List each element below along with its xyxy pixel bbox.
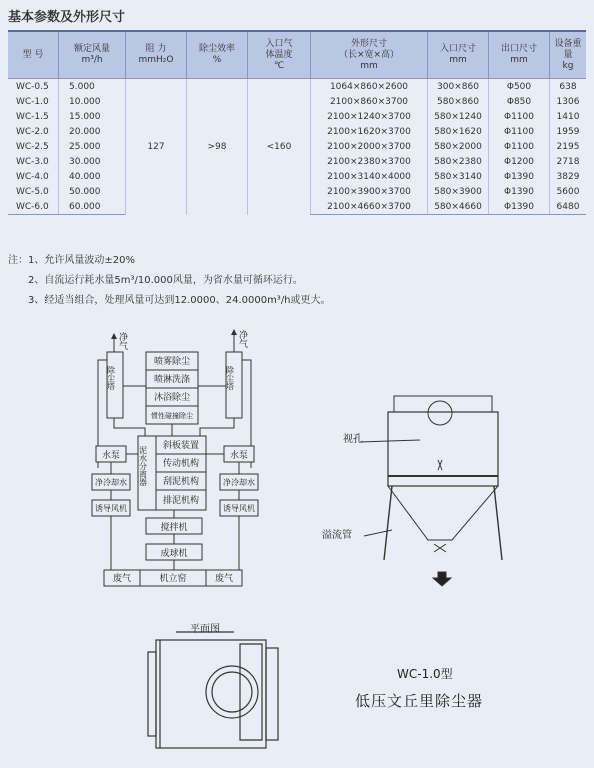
table-row: WC-6.0 60.000 2100×4660×3700 580×4660 Φ1390 6480	[8, 199, 586, 215]
table-row: WC-0.5 5.000 127 >98 <160 1064×860×2600 300×860 Φ500 638	[8, 79, 586, 95]
overflow-pipe-label: 溢流管	[322, 530, 352, 541]
diagrams	[0, 300, 594, 768]
bottom-row	[104, 570, 242, 586]
svg-text:成球机: 成球机	[160, 549, 188, 559]
svg-text:搅拌机: 搅拌机	[160, 523, 188, 533]
svg-text:传动机构: 传动机构	[162, 459, 200, 469]
svg-text:废气: 废气	[112, 574, 132, 584]
note-2: 2、自流运行耗水量5m³/10.000风量，为省水量可循环运行。	[28, 275, 303, 286]
svg-text:惯性碰撞除尘: 惯性碰撞除尘	[151, 412, 193, 420]
svg-text:泥水分离器: 泥水分离器	[138, 446, 148, 486]
svg-text:机立窑: 机立窑	[159, 574, 187, 584]
table-row: WC-5.0 50.000 2100×3900×3700 580×3900 Φ1390 5600	[8, 184, 586, 199]
table-row: WC-1.0 10.000 2100×860×3700 580×860 Φ850 1306	[8, 94, 586, 109]
merged-temperature: <160	[248, 79, 311, 215]
col-header-outlet: 出口尺寸 mm	[489, 31, 550, 79]
plan-view-label: 平面图	[190, 624, 220, 635]
col-header-inlet: 入口尺寸 mm	[428, 31, 489, 79]
notes-prefix: 注：	[8, 255, 28, 266]
svg-text:净冷却水: 净冷却水	[95, 478, 127, 487]
col-header-dimensions: 外形尺寸 （长×宽×高） mm	[311, 31, 428, 79]
sight-hole-label: 视孔	[343, 434, 363, 445]
merged-efficiency: >98	[187, 79, 248, 215]
table-row: WC-2.0 20.000 2100×1620×3700 580×1620 Φ1100 1959	[8, 124, 586, 139]
table-row: WC-1.5 15.000 2100×1240×3700 580×1240 Φ1100 1410	[8, 109, 586, 124]
caption-name: 低压文丘里除尘器	[355, 692, 484, 710]
svg-text:斜板装置: 斜板装置	[162, 441, 200, 451]
svg-text:刮泥机构: 刮泥机构	[162, 477, 200, 487]
svg-text:除尘塔: 除尘塔	[106, 366, 116, 390]
svg-text:诱导风机: 诱导风机	[223, 504, 255, 513]
col-header-resistance: 阻 力 mmH₂O	[126, 31, 187, 79]
table-row: WC-2.5 25.000 2100×2000×3700 580×2000 Φ1100 2195	[8, 139, 586, 154]
svg-text:喷雾除尘: 喷雾除尘	[153, 357, 191, 367]
col-header-weight: 设备重量 kg	[550, 31, 587, 79]
col-header-efficiency: 除尘效率 %	[187, 31, 248, 79]
svg-text:水泵: 水泵	[101, 451, 121, 461]
spec-table	[8, 30, 586, 215]
svg-text:沐浴除尘: 沐浴除尘	[153, 393, 191, 403]
note-3: 3、经适当组合，处理风量可达到12.0000、24.0000m³/h或更大。	[28, 295, 331, 306]
mechanism-stack	[156, 436, 206, 510]
clean-air-label-left: 净气	[117, 332, 127, 350]
svg-text:排泥机构: 排泥机构	[162, 496, 200, 506]
svg-text:喷淋洗涤: 喷淋洗涤	[153, 375, 191, 385]
col-header-flow: 额定风量 m³/h	[59, 31, 126, 79]
page-title: 基本参数及外形尺寸	[8, 10, 126, 25]
table-header-row	[8, 31, 586, 79]
table-row: WC-4.0 40.000 2100×3140×4000 580×3140 Φ1390 3829	[8, 169, 586, 184]
svg-text:废气: 废气	[214, 574, 234, 584]
plan-view	[148, 632, 278, 748]
clean-air-label-right: 净气	[237, 330, 247, 348]
table-row: WC-3.0 30.000 2100×2380×3700 580×2380 Φ1200 2718	[8, 154, 586, 169]
svg-text:除尘塔: 除尘塔	[225, 366, 235, 390]
side-view	[322, 396, 502, 586]
svg-text:水泵: 水泵	[229, 451, 249, 461]
merged-resistance: 127	[126, 79, 187, 215]
svg-text:净冷却水: 净冷却水	[223, 478, 255, 487]
caption-model: WC-1.0型	[397, 667, 453, 681]
col-header-temperature: 入口气 体温度 ℃	[248, 31, 311, 79]
col-header-model: 型 号	[8, 31, 59, 79]
note-1: 1、允许风量波动±20%	[28, 255, 135, 266]
svg-text:诱导风机: 诱导风机	[95, 504, 127, 513]
center-stack	[146, 352, 198, 424]
outlet-arrow-icon	[433, 572, 451, 586]
